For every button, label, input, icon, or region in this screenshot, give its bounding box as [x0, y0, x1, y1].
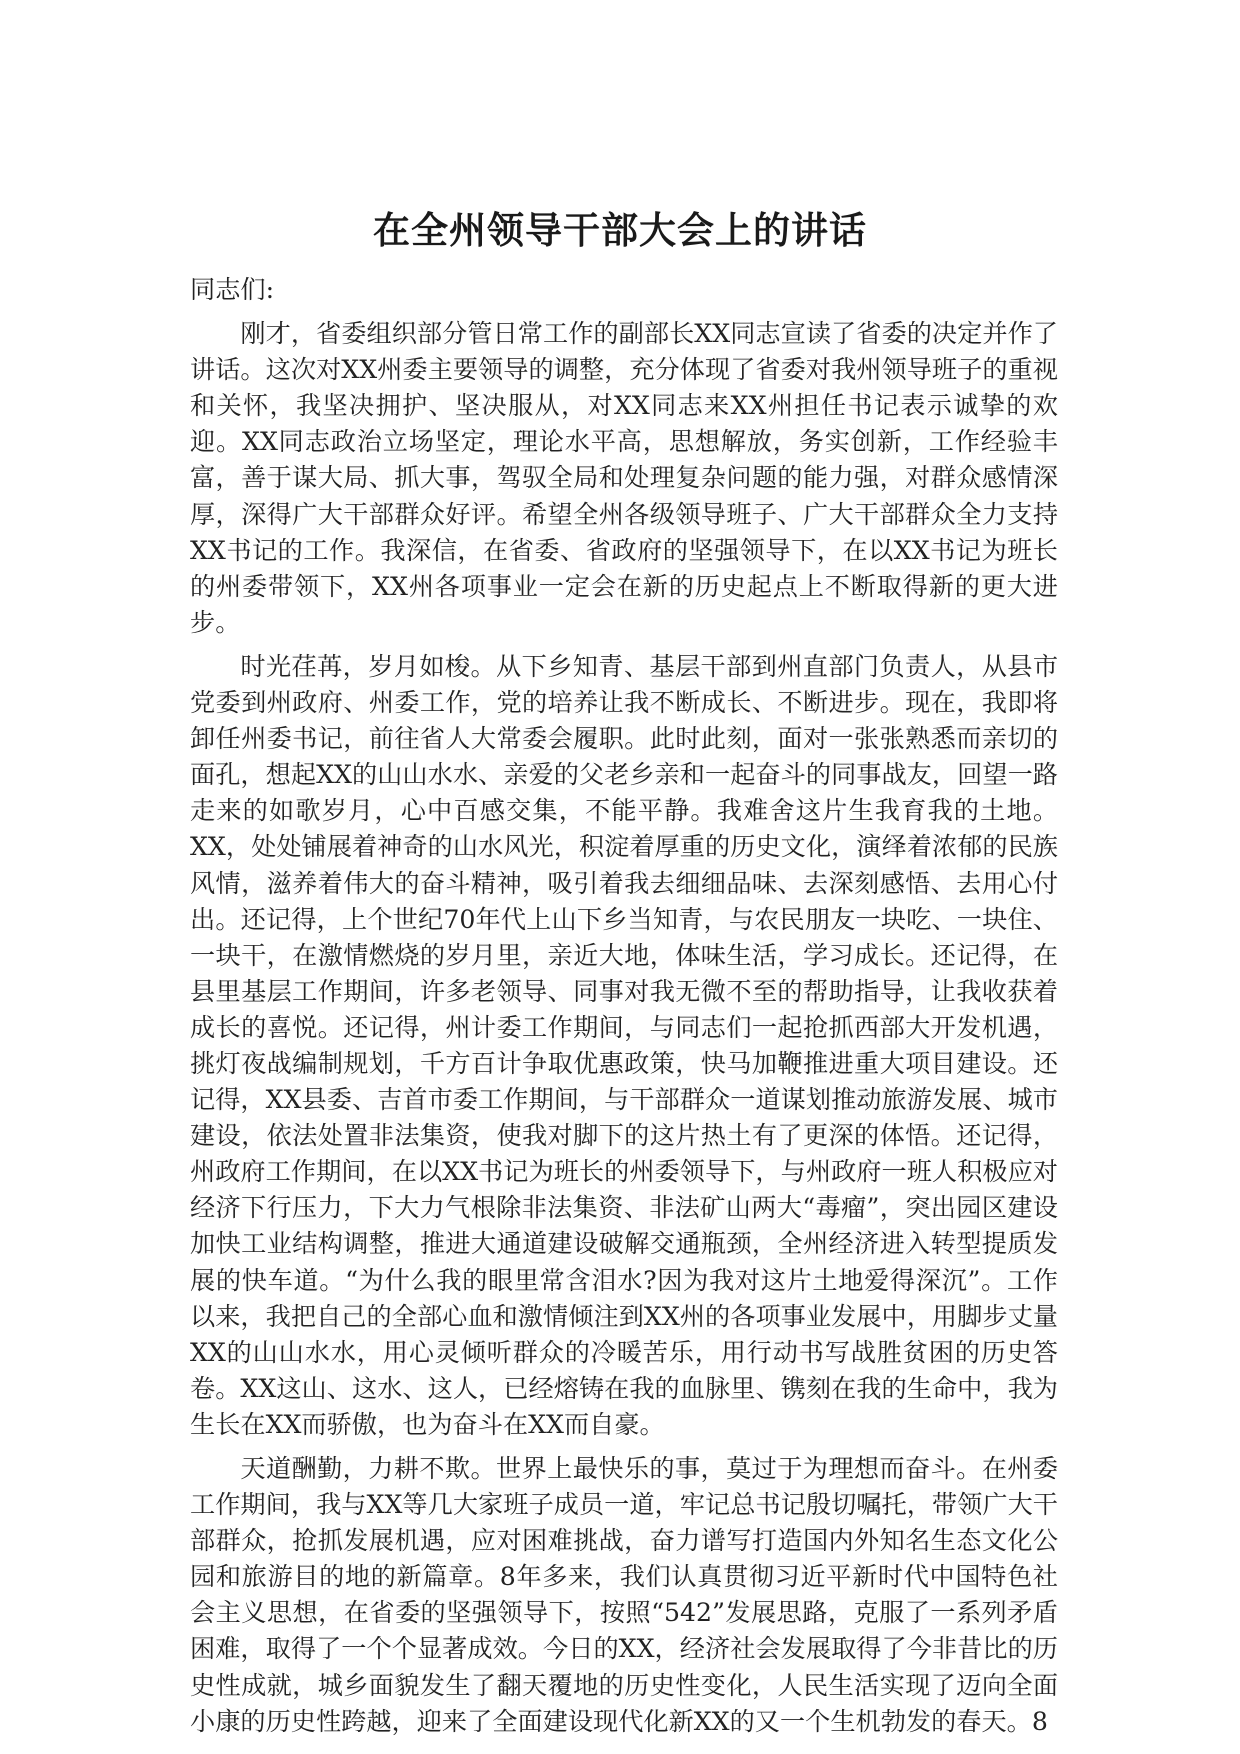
paragraph-2: 时光荏苒，岁月如梭。从下乡知青、基层干部到州直部门负责人，从县市党委到州政府、州委工作，党的培养让我不断成长、不断进步。现在，我即将卸任州委书记，前往省人大常委会履职。此时此刻，面对一张张熟悉而亲切的面孔，想起XX的山山水水、亲爱的父老乡亲和一起奋斗的同事战友，回望一路走来的如歌岁月，心中百感交集，不能平静。我难舍这片生我育我的土地。XX，处处铺展着神奇的山水风光，积淀着厚重的历史文化，演绎着浓郁的民族风情，滋养着伟大的奋斗精神，吸引着我去细细品味、去深刻感悟、去用心付出。还记得，上个世纪70年代上山下乡当知青，与农民朋友一块吃、一块住、一块干，在激情燃烧的岁月里，亲近大地，体味生活，学习成长。还记得，在县里基层工作期间，许多老领导、同事对我无微不至的帮助指导，让我收获着成长的喜悦。还记得，州计委工作期间，与同志们一起抢抓西部大开发机遇，挑灯夜战编制规划，千方百计争取优惠政策，快马加鞭推进重大项目建设。还记得，XX县委、吉首市委工作期间，与干部群众一道谋划推动旅游发展、城市建设，依法处置非法集资，使我对脚下的这片热土有了更深的体悟。还记得，州政府工作期间，在以XX书记为班长的州委领导下，与州政府一班人积极应对经济下行压力，下大力气根除非法集资、非法矿山两大“毒瘤”，突出园区建设加快工业结构调整，推进大通道建设破解交通瓶颈，全州经济进入转型提质发展的快车道。“为什么我的眼里常含泪水?因为我对这片土地爱得深沉”。工作以来，我把自己的全部心血和激情倾注到XX州的各项事业发展中，用脚步丈量XX的山山水水，用心灵倾听群众的冷暖苦乐，用行动书写战胜贫困的历史答卷。XX这山、这水、这人，已经熔铸在我的血脉里、镌刻在我的生命中，我为生长在XX而骄傲，也为奋斗在XX而自豪。 [190, 651, 1058, 1439]
paragraph-1: 刚才，省委组织部分管日常工作的副部长XX同志宣读了省委的决定并作了讲话。这次对XX州委主要领导的调整，充分体现了省委对我州领导班子的重视和关怀，我坚决拥护、坚决服从，对XX同志来XX州担任书记表示诚挚的欢迎。XX同志政治立场坚定，理论水平高，思想解放，务实创新，工作经验丰富，善于谋大局、抓大事，驾驭全局和处理复杂问题的能力强，对群众感情深厚，深得广大干部群众好评。希望全州各级领导班子、广大干部群众全力支持XX书记的工作。我深信，在省委、省政府的坚强领导下，在以XX书记为班长的州委带领下，XX州各项事业一定会在新的历史起点上不断取得新的更大进步。 [190, 319, 1058, 637]
salutation: 同志们: [190, 275, 275, 304]
document-body [190, 272, 1058, 1748]
paragraph-3: 天道酬勤，力耕不欺。世界上最快乐的事，莫过于为理想而奋斗。在州委工作期间，我与XX等几大家班子成员一道，牢记总书记殷切嘱托，带领广大干部群众，抢抓发展机遇，应对困难挑战，奋力谱写打造国内外知名生态文化公园和旅游目的地的新篇章。8年多来，我们认真贯彻习近平新时代中国特色社会主义思想，在省委的坚强领导下，按照“542”发展思路，克服了一系列矛盾困难，取得了一个个显著成效。今日的XX，经济社会发展取得了今非昔比的历史性成就，城乡面貌发生了翻天覆地的历史性变化，人民生活实现了迈向全面小康的历史性跨越，迎来了全面建设现代化新XX的又一个生机勃发的春天。8 [190, 1454, 1058, 1736]
document-title: 在全州领导干部大会上的讲话 [373, 209, 867, 252]
